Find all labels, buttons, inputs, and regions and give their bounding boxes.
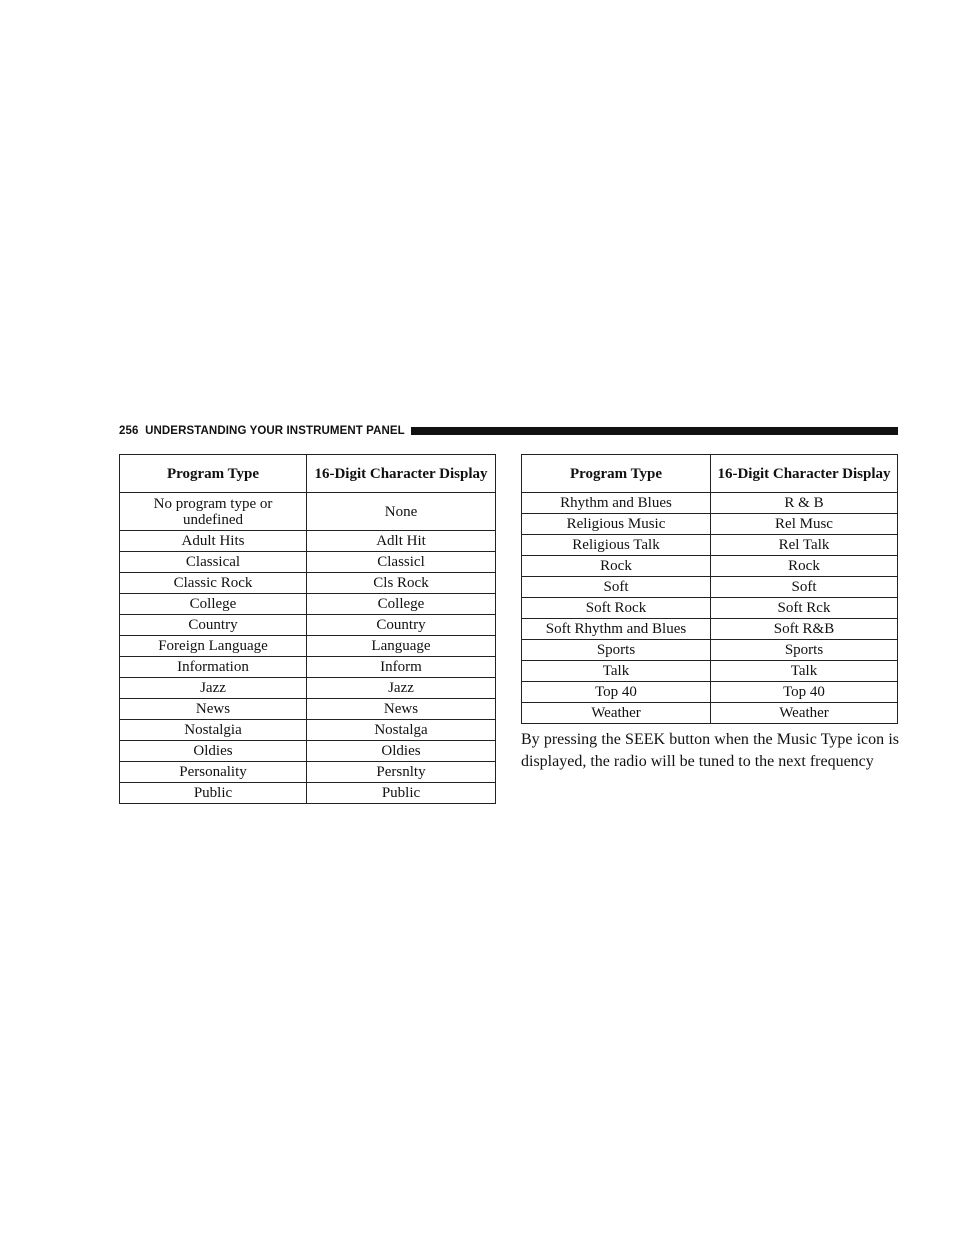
table-row [120,531,496,552]
column-header-display: 16-Digit Character Display [711,455,898,493]
table-row [522,619,898,640]
page-number: 256 [119,425,139,437]
table-cell: Nostalga [307,720,496,741]
program-type-table-right [521,454,898,724]
table-cell: Weather [711,703,898,724]
table-cell: Language [307,636,496,657]
table-row [120,720,496,741]
table-row [120,552,496,573]
table-cell: Soft Rck [711,598,898,619]
table-row [522,577,898,598]
table-row [120,594,496,615]
table-cell: Personality [120,762,307,783]
table-cell: Sports [711,640,898,661]
table-cell: Religious Talk [522,535,711,556]
table-row [522,535,898,556]
table-row [120,741,496,762]
table-cell: News [120,699,307,720]
column-header-display: 16-Digit Character Display [307,455,496,493]
section-title: UNDERSTANDING YOUR INSTRUMENT PANEL [145,425,405,437]
table-cell: Soft Rock [522,598,711,619]
table-cell: News [307,699,496,720]
table-row [120,783,496,804]
table-header-row [522,455,898,493]
table-cell: Rel Musc [711,514,898,535]
table-cell: Rock [522,556,711,577]
table-cell: College [307,594,496,615]
table-cell: Jazz [307,678,496,699]
table-row [522,640,898,661]
table-cell: No program type or undefined [120,493,307,531]
page-header [119,422,898,440]
table-cell: Soft [522,577,711,598]
table-cell: Nostalgia [120,720,307,741]
table-cell: R & B [711,493,898,514]
table-cell: Inform [307,657,496,678]
table-row [120,573,496,594]
table-cell: Persnlty [307,762,496,783]
table-cell: Information [120,657,307,678]
page-header-text [119,425,405,437]
table-cell: Top 40 [522,682,711,703]
program-type-table-left [119,454,496,804]
table-header-row [120,455,496,493]
table-cell: Religious Music [522,514,711,535]
table-cell: Oldies [307,741,496,762]
table-cell: Jazz [120,678,307,699]
table-cell: Public [120,783,307,804]
table-row [522,661,898,682]
table-cell: None [307,493,496,531]
header-rule [411,427,898,435]
table-cell: Talk [522,661,711,682]
table-cell: Classicl [307,552,496,573]
table-cell: Adult Hits [120,531,307,552]
table-row [522,514,898,535]
table-row [120,699,496,720]
table-cell: Rock [711,556,898,577]
table-row [120,678,496,699]
table-cell: Sports [522,640,711,661]
table-row [120,615,496,636]
table-row [522,703,898,724]
table-cell: Classical [120,552,307,573]
table-row [522,493,898,514]
table-cell: Classic Rock [120,573,307,594]
table-cell: Country [120,615,307,636]
table-cell: Foreign Language [120,636,307,657]
table-row [522,598,898,619]
column-header-program-type: Program Type [120,455,307,493]
table-row [522,556,898,577]
table-cell: Rel Talk [711,535,898,556]
table-cell: Country [307,615,496,636]
table-cell: Cls Rock [307,573,496,594]
table-row [120,762,496,783]
table-cell: Soft [711,577,898,598]
column-header-program-type: Program Type [522,455,711,493]
table-cell: College [120,594,307,615]
table-row [522,682,898,703]
table-cell: Adlt Hit [307,531,496,552]
table-cell: Soft R&B [711,619,898,640]
table-cell: Oldies [120,741,307,762]
table-row [120,657,496,678]
body-paragraph: By pressing the SEEK button when the Music Type icon is displayed, the radio will be tuned to the next frequency [521,731,899,770]
table-cell: Public [307,783,496,804]
table-cell: Soft Rhythm and Blues [522,619,711,640]
table-cell: Talk [711,661,898,682]
table-row [120,493,496,531]
table-cell: Top 40 [711,682,898,703]
table-cell: Rhythm and Blues [522,493,711,514]
table-row [120,636,496,657]
table-cell: Weather [522,703,711,724]
